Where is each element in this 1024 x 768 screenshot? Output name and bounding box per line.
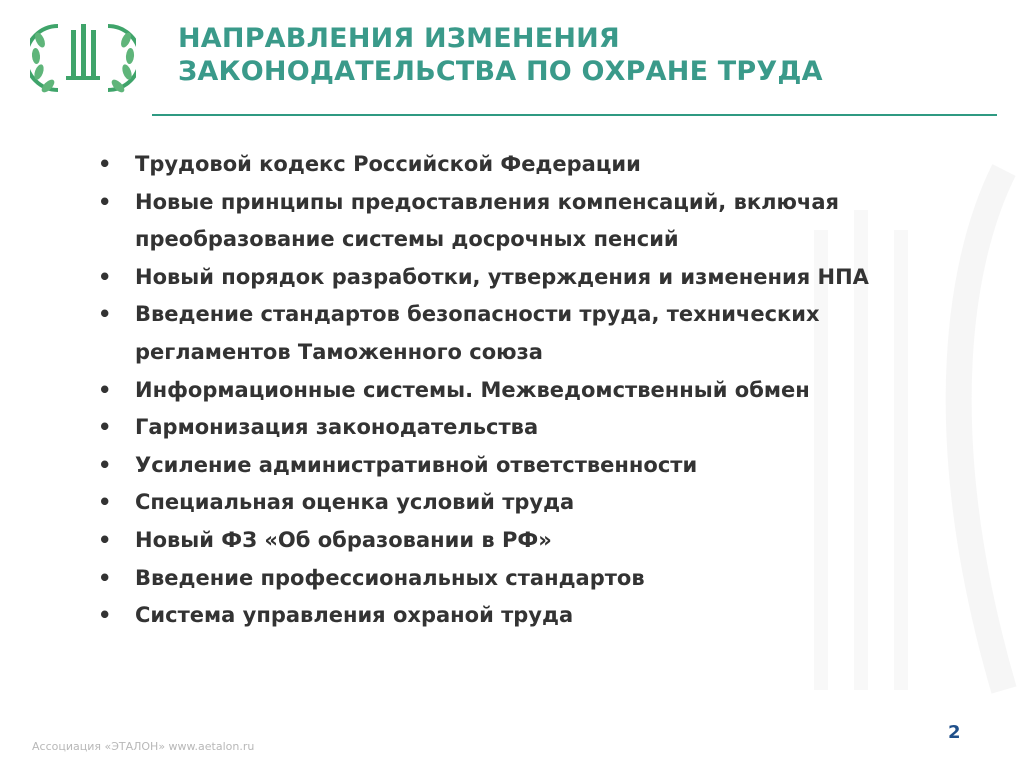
bullet-icon: • — [98, 415, 112, 440]
bullet-icon: • — [98, 152, 112, 176]
bullet-text: Новые принципы предоставления компенсаций, включая преобразование системы досрочных пенсий — [135, 189, 840, 252]
bullet-text: Новый ФЗ «Об образовании в РФ» — [135, 527, 552, 552]
footer-credit: Ассоциация «ЭТАЛОН» www.aetalon.ru — [32, 740, 255, 753]
bullet-item — [98, 296, 978, 371]
bullet-icon: • — [98, 264, 112, 289]
slide-title — [178, 22, 978, 88]
bullet-text: Информационные системы. Межведомственный обмен — [135, 377, 810, 402]
bullet-item — [98, 184, 978, 259]
bullet-text: Усиление административной ответственности — [135, 452, 698, 477]
bullet-icon: • — [98, 565, 112, 590]
bullet-item — [98, 259, 978, 297]
bullet-item — [98, 522, 978, 560]
bullet-item — [98, 409, 978, 447]
bullet-icon: • — [98, 452, 112, 477]
bullet-item — [98, 597, 978, 635]
bullet-item — [98, 447, 978, 485]
bullet-item — [98, 146, 978, 184]
title-divider — [152, 114, 997, 116]
bullet-text: Введение профессиональных стандартов — [135, 565, 645, 590]
bullet-text: Трудовой кодекс Российской Федерации — [135, 152, 641, 176]
bullet-icon: • — [98, 377, 112, 402]
bullet-icon: • — [98, 527, 112, 552]
bullet-item — [98, 560, 978, 598]
bullet-text: Введение стандартов безопасности труда, технических регламентов Таможенного союза — [135, 302, 820, 364]
bullet-text: Новый порядок разработки, утверждения и изменения НПА — [135, 264, 869, 289]
bullet-text: Гармонизация законодательства — [135, 415, 539, 440]
bullet-icon: • — [98, 302, 112, 327]
title-line-1: НАПРАВЛЕНИЯ ИЗМЕНЕНИЯ — [178, 23, 620, 54]
bullet-text: Специальная оценка условий труда — [135, 490, 575, 515]
bullet-icon: • — [98, 603, 112, 628]
bullet-item — [98, 372, 978, 410]
page-number: 2 — [948, 722, 961, 743]
bullet-list — [98, 146, 978, 635]
bullet-text: Система управления охраной труда — [135, 603, 574, 628]
bullet-icon: • — [98, 490, 112, 515]
title-line-2: ЗАКОНОДАТЕЛЬСТВА ПО ОХРАНЕ ТРУДА — [178, 56, 823, 87]
bullet-icon: • — [98, 189, 112, 214]
etalon-logo — [30, 10, 136, 106]
bullet-item — [98, 484, 978, 522]
